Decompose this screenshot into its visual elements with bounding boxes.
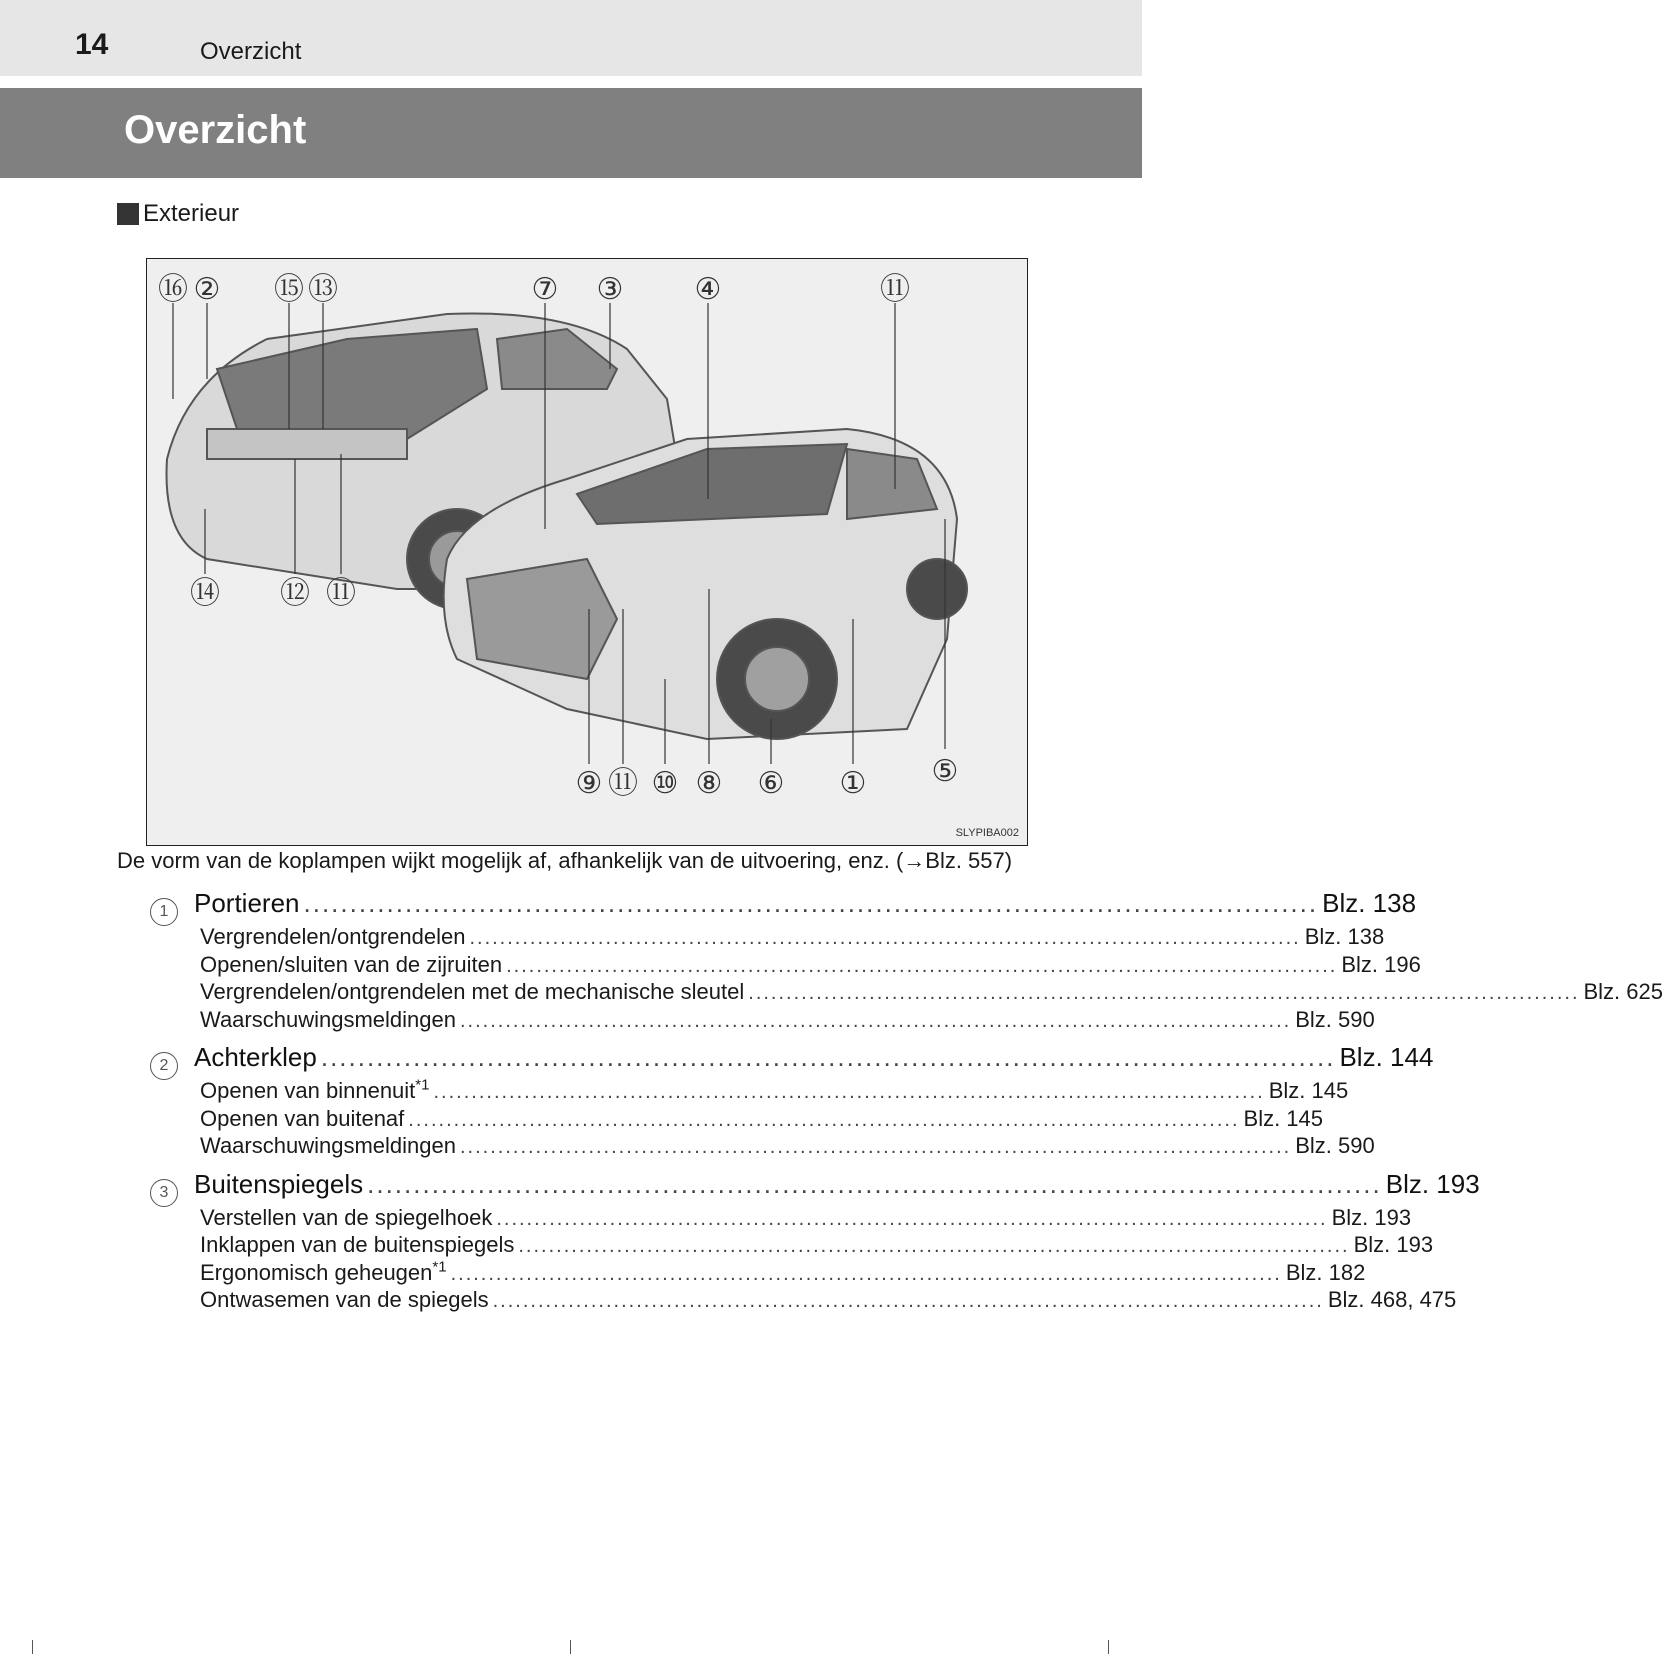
dot-leader: ..............................................................................................................	[459, 1009, 1292, 1032]
sub-entry-page-ref: Blz. 138	[1304, 924, 1385, 949]
sub-entry-page-ref: Blz. 625	[1583, 979, 1663, 1004]
dot-leader: ..............................................................................................................	[367, 1168, 1382, 1199]
callout-1-label: ①	[839, 766, 867, 801]
section-heading	[117, 200, 239, 228]
callout-11-bottom-label: ⑪	[608, 766, 638, 801]
main-entry-row	[150, 1042, 1434, 1078]
sub-entry-label	[200, 1260, 447, 1286]
entry-buitenspiegels	[150, 1168, 1480, 1315]
dot-leader: ..............................................................................................................	[303, 888, 1319, 918]
callout-11-mid-label: ⑪	[326, 576, 356, 611]
sub-entry-page-ref: Blz. 590	[1295, 1006, 1375, 1032]
sub-entry-row	[150, 1133, 1375, 1161]
entry-page-ref: Blz. 144	[1339, 1042, 1434, 1072]
callout-11-top-label: ⑪	[880, 272, 910, 307]
callout-2-label: ②	[193, 272, 221, 307]
sub-entry-label	[200, 1078, 429, 1104]
sub-entry-label: Vergrendelen/ontgrendelen	[200, 924, 466, 949]
callout-8-label: ⑧	[695, 766, 723, 801]
callout-12-label: ⑫	[280, 576, 310, 611]
entry-list	[150, 888, 1663, 1323]
sub-entry-text: Openen van binnenuit	[200, 1078, 416, 1103]
sub-entry-label: Waarschuwingsmeldingen	[200, 1133, 456, 1158]
sub-entry-row	[150, 1232, 1434, 1260]
callout-5-label: ⑤	[931, 754, 959, 789]
callout-13-label: ⑬	[308, 272, 338, 307]
entry-page-ref: Blz. 138	[1322, 888, 1417, 918]
sub-entry-page-ref: Blz. 145	[1243, 1105, 1324, 1131]
sub-entry-page-ref: Blz. 193	[1353, 1232, 1434, 1257]
sub-entry-row	[150, 924, 1385, 952]
callout-9-label: ⑨	[575, 766, 603, 801]
sub-entry-label: Vergrendelen/ontgrendelen met de mechanische sleutel	[200, 979, 745, 1004]
title-band	[0, 88, 1142, 178]
sub-entry-label: Inklappen van de buitenspiegels	[200, 1232, 515, 1257]
sub-entry-text: Ergonomisch geheugen	[200, 1259, 433, 1285]
entry-achterklep	[150, 1042, 1434, 1161]
main-entry-row	[150, 1168, 1480, 1205]
callout-7-label: ⑦	[531, 272, 559, 307]
dot-leader: ..............................................................................................................	[433, 1081, 1265, 1103]
sub-entry-label: Openen/sluiten van de zijruiten	[200, 951, 503, 977]
exterior-figure	[146, 258, 1028, 846]
running-header	[0, 0, 1142, 76]
sub-entry-row	[150, 1105, 1324, 1134]
sub-entry-page-ref: Blz. 145	[1268, 1078, 1349, 1103]
sub-entry-page-ref: Blz. 193	[1331, 1204, 1412, 1230]
crop-mark	[1108, 1640, 1109, 1654]
callout-10-label: ⑩	[651, 766, 679, 801]
item-number-badge: 3	[150, 1179, 178, 1207]
page-title: Overzicht	[124, 108, 307, 152]
dot-leader: ..............................................................................................................	[469, 927, 1301, 949]
item-number-badge: 1	[150, 898, 178, 926]
dot-leader: ..............................................................................................................	[518, 1235, 1350, 1257]
sub-entry-label: Verstellen van de spiegelhoek	[200, 1204, 493, 1230]
section-label: Exterieur	[143, 200, 240, 227]
crop-mark	[32, 1640, 33, 1654]
entry-label: Buitenspiegels	[194, 1168, 364, 1199]
sub-entry-row	[150, 979, 1663, 1007]
dot-leader: ..............................................................................................................	[748, 982, 1580, 1004]
callout-15-label: ⑮	[274, 272, 304, 307]
sub-entry-label: Waarschuwingsmeldingen	[200, 1006, 456, 1032]
figure-code: SLYPIBA002	[955, 827, 1019, 839]
main-entry-row	[150, 888, 1417, 924]
sub-entry-row	[150, 1287, 1457, 1315]
callout-3-label: ③	[596, 272, 624, 307]
entry-portieren	[150, 888, 1663, 1034]
sub-entry-row	[150, 1006, 1375, 1035]
dot-leader: ..............................................................................................................	[506, 954, 1338, 977]
dot-leader: ..............................................................................................................	[320, 1042, 1336, 1072]
dot-leader: ..............................................................................................................	[450, 1262, 1282, 1285]
footnote-marker: *1	[432, 1258, 447, 1276]
crop-mark	[570, 1640, 571, 1654]
sub-entry-page-ref: Blz. 468, 475	[1327, 1287, 1457, 1312]
sub-entry-label: Ontwasemen van de spiegels	[200, 1287, 489, 1312]
running-title: Overzicht	[200, 38, 302, 65]
callout-14-label: ⑭	[190, 576, 220, 611]
page-number: 14	[75, 28, 109, 61]
dot-leader: ..............................................................................................................	[408, 1108, 1240, 1131]
callout-6-label: ⑥	[757, 766, 785, 801]
dot-leader: ..............................................................................................................	[459, 1136, 1292, 1158]
square-bullet-icon	[117, 203, 139, 225]
sub-entry-row	[150, 951, 1421, 980]
entry-label: Portieren	[194, 888, 300, 918]
sub-entry-page-ref: Blz. 590	[1295, 1133, 1375, 1158]
dot-leader: ..............................................................................................................	[496, 1207, 1328, 1230]
sub-entry-page-ref: Blz. 182	[1285, 1259, 1366, 1285]
sub-entry-row	[150, 1258, 1366, 1288]
callout-16-label: ⑯	[158, 272, 188, 307]
sub-entry-label: Openen van buitenaf	[200, 1105, 405, 1131]
sub-entry-row	[150, 1204, 1412, 1233]
figure-caption: De vorm van de koplampen wijkt mogelijk af, afhankelijk van de uitvoering, enz. (→Blz. 557)	[117, 848, 1013, 873]
entry-page-ref: Blz. 193	[1385, 1168, 1480, 1199]
sub-entry-row	[150, 1076, 1349, 1106]
dot-leader: ..............................................................................................................	[492, 1290, 1324, 1312]
entry-label: Achterklep	[194, 1042, 317, 1072]
footnote-marker: *1	[415, 1076, 430, 1094]
callout-4-label: ④	[694, 272, 722, 307]
sub-entry-page-ref: Blz. 196	[1341, 951, 1421, 977]
car-illustration	[147, 259, 1027, 845]
item-number-badge: 2	[150, 1052, 178, 1080]
